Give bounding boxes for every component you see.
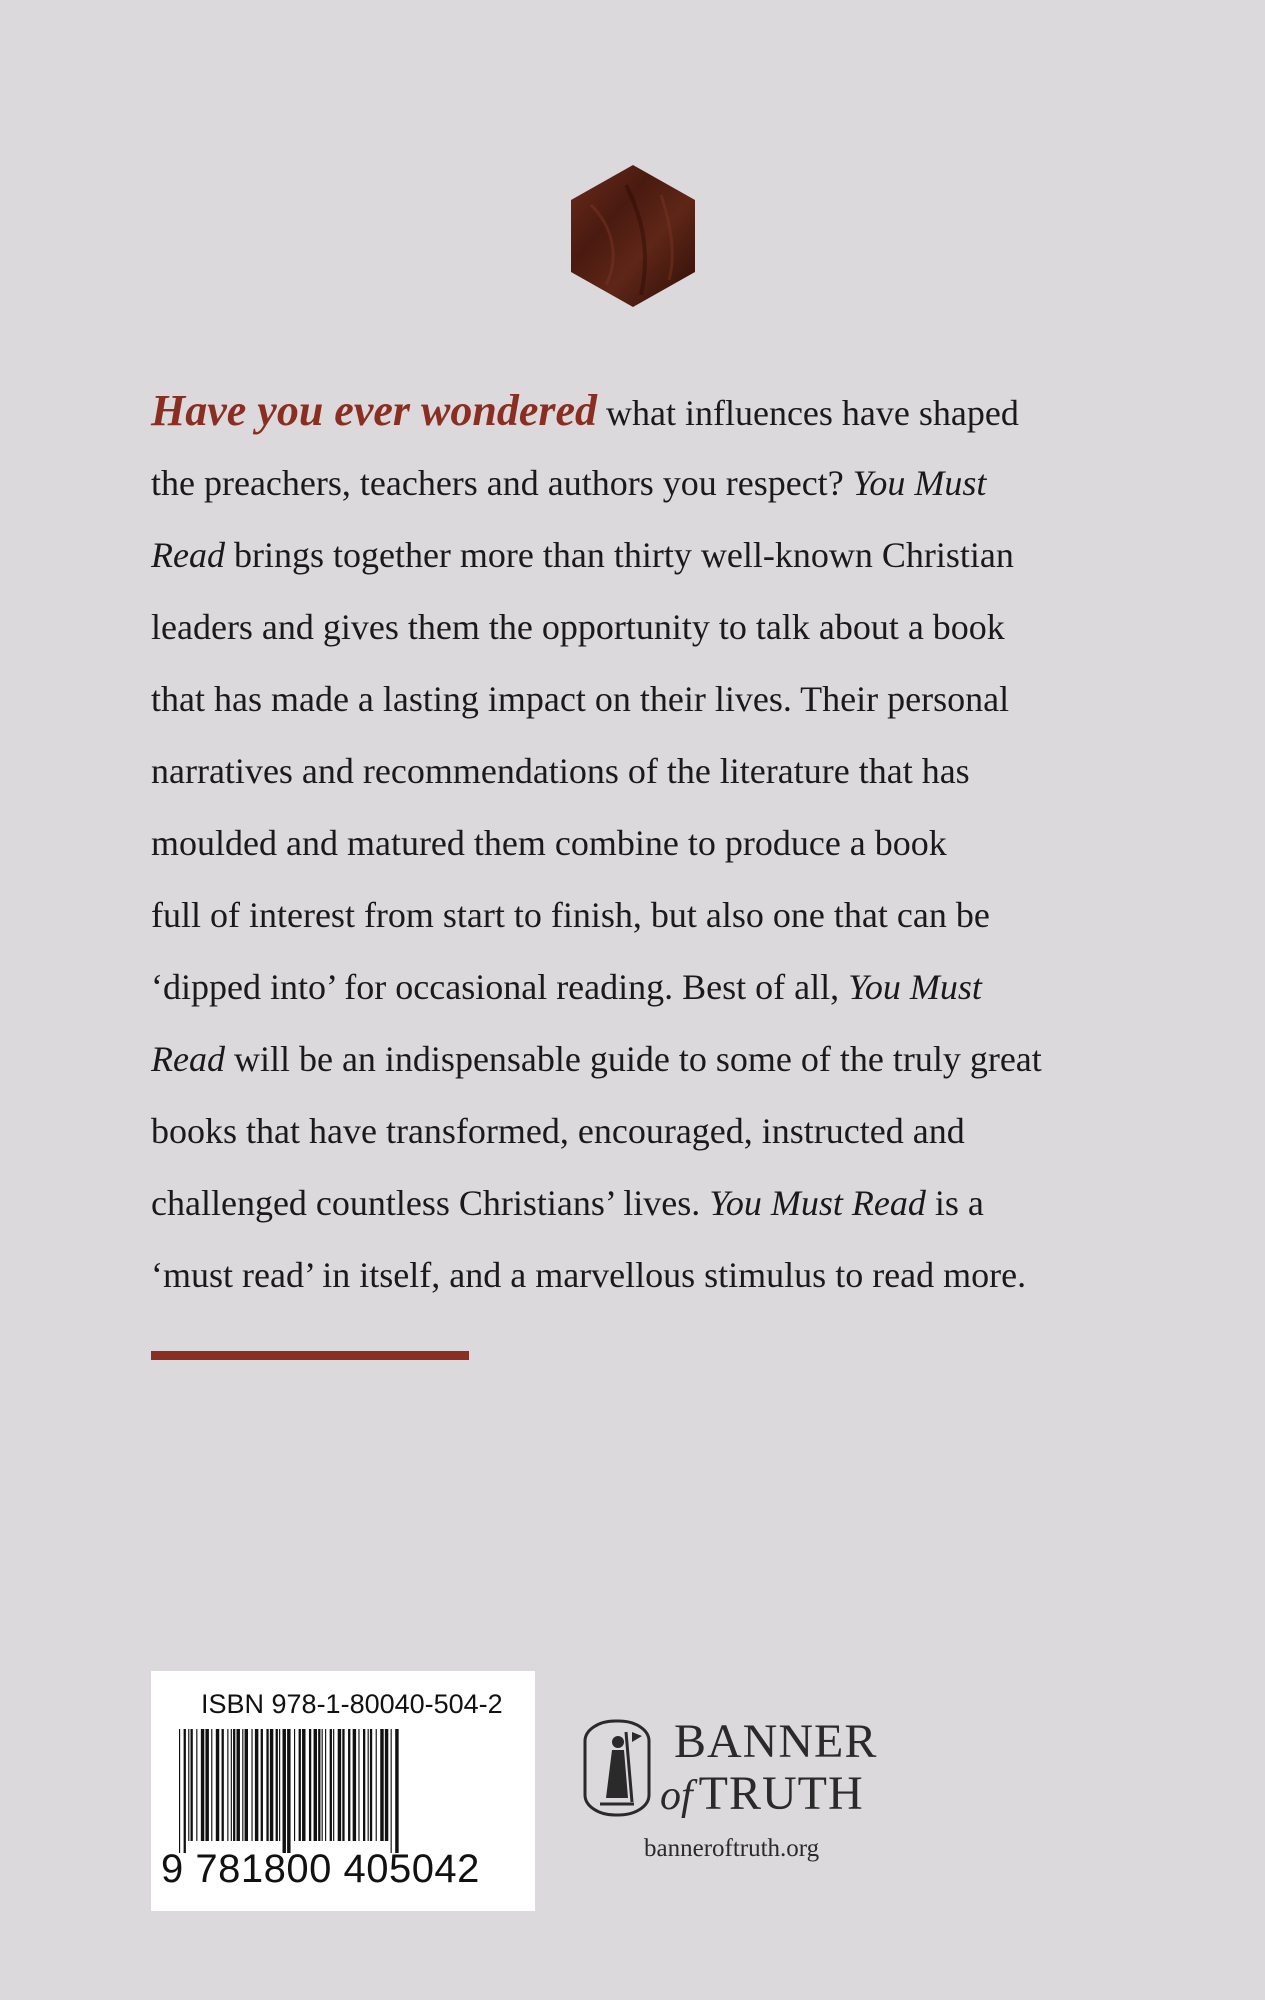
barcode-bar [322,1729,323,1841]
isbn-label: ISBN 978-1-80040-504-2 [201,1689,503,1719]
barcode-bar [179,1729,180,1853]
barcode-bar [270,1729,273,1841]
book-title-italic: You Must [848,967,982,1007]
barcode-bar [242,1729,243,1841]
barcode-bar [211,1729,212,1841]
blurb-lead-phrase: Have you ever wondered [151,386,597,435]
barcode-bar [233,1729,235,1841]
barcode-bar [370,1729,372,1841]
barcode-bar [222,1729,224,1841]
book-title-italic: You Must [852,463,987,503]
barcode-bar [196,1729,197,1841]
barcode-bar [299,1729,301,1841]
publisher-website: banneroftruth.org [644,1835,820,1862]
barcode-bar [205,1729,208,1841]
barcode-bar [216,1729,219,1841]
blurb-line: full of interest from start to finish, but also one that can be [151,895,990,935]
blurb-line: ‘must read’ in itself, and a marvellous stimulus to read more. [151,1255,1027,1295]
hexagon-wood-icon [571,165,695,307]
barcode-bar [333,1729,334,1841]
barcode-digits: 9 781800 405042 [161,1847,480,1891]
publisher-name-line1: BANNER [674,1715,878,1768]
blurb-line: leaders and gives them the opportunity to talk about a book [151,607,1005,647]
barcode-bar [330,1729,332,1841]
barcode-bar [395,1729,398,1853]
book-title-italic: Read [151,1039,225,1079]
barcode-bar [283,1729,286,1853]
barcode-bar [276,1729,278,1841]
book-title-italic: Read [151,535,225,575]
barcode-bar [314,1729,317,1841]
blurb-line: Read brings together more than thirty well-known Christian [151,535,1014,575]
barcode-bar [338,1729,341,1841]
publisher-name-line2: of TRUTH [660,1767,864,1820]
barcode-bars [175,1729,511,1853]
blurb-line: books that have transformed, encouraged, instructed and [151,1111,965,1151]
book-title-italic: You Must Read [709,1183,926,1223]
publisher-emblem-icon [582,1718,652,1818]
blurb-line: moulded and matured them combine to produce a book [151,823,947,863]
back-cover-blurb [151,375,1151,1311]
barcode-bar [302,1729,305,1841]
blurb-line: narratives and recommendations of the literature that has [151,751,970,791]
barcode-bar [385,1729,388,1841]
barcode-bar [237,1729,240,1841]
barcode-bar [279,1729,280,1841]
barcode-bar [231,1729,232,1841]
barcode-bar [325,1729,326,1841]
barcode-bar [201,1729,204,1841]
blurb-line: the preachers, teachers and authors you respect? You Must [151,463,987,503]
barcode-bar [342,1729,344,1841]
barcode-bar [287,1729,290,1853]
isbn-barcode [151,1671,535,1911]
blurb-line: challenged countless Christians’ lives. You Must Read is a [151,1183,984,1223]
blurb-line: that has made a lasting impact on their lives. Their personal [151,679,1010,719]
barcode-bar [376,1729,377,1841]
barcode-bar [184,1729,186,1853]
barcode-bar [358,1729,359,1841]
barcode-bar [261,1729,263,1841]
blurb-line: Have you ever wondered what influences have shaped [151,386,1019,435]
barcode-bar [227,1729,228,1841]
barcode-bar [348,1729,350,1841]
barcode-bar [353,1729,356,1841]
barcode-bar [245,1729,248,1841]
barcode-bar [318,1729,320,1841]
blurb-line: ‘dipped into’ for occasional reading. Best of all, You Must [151,967,982,1007]
blurb-line: Read will be an indispensable guide to some of the truly great [151,1039,1042,1079]
barcode-bar [188,1729,189,1841]
barcode-bar [255,1729,258,1841]
barcode-bar [266,1729,268,1841]
barcode-bar [309,1729,311,1841]
barcode-bar [251,1729,252,1841]
accent-divider [151,1351,469,1360]
barcode-bar [368,1729,369,1841]
publisher-logo [582,1710,912,1860]
barcode-bar [294,1729,295,1841]
barcode-bar [380,1729,383,1841]
barcode-bar [363,1729,365,1841]
barcode-bar [191,1729,193,1841]
barcode-bar [391,1729,392,1853]
